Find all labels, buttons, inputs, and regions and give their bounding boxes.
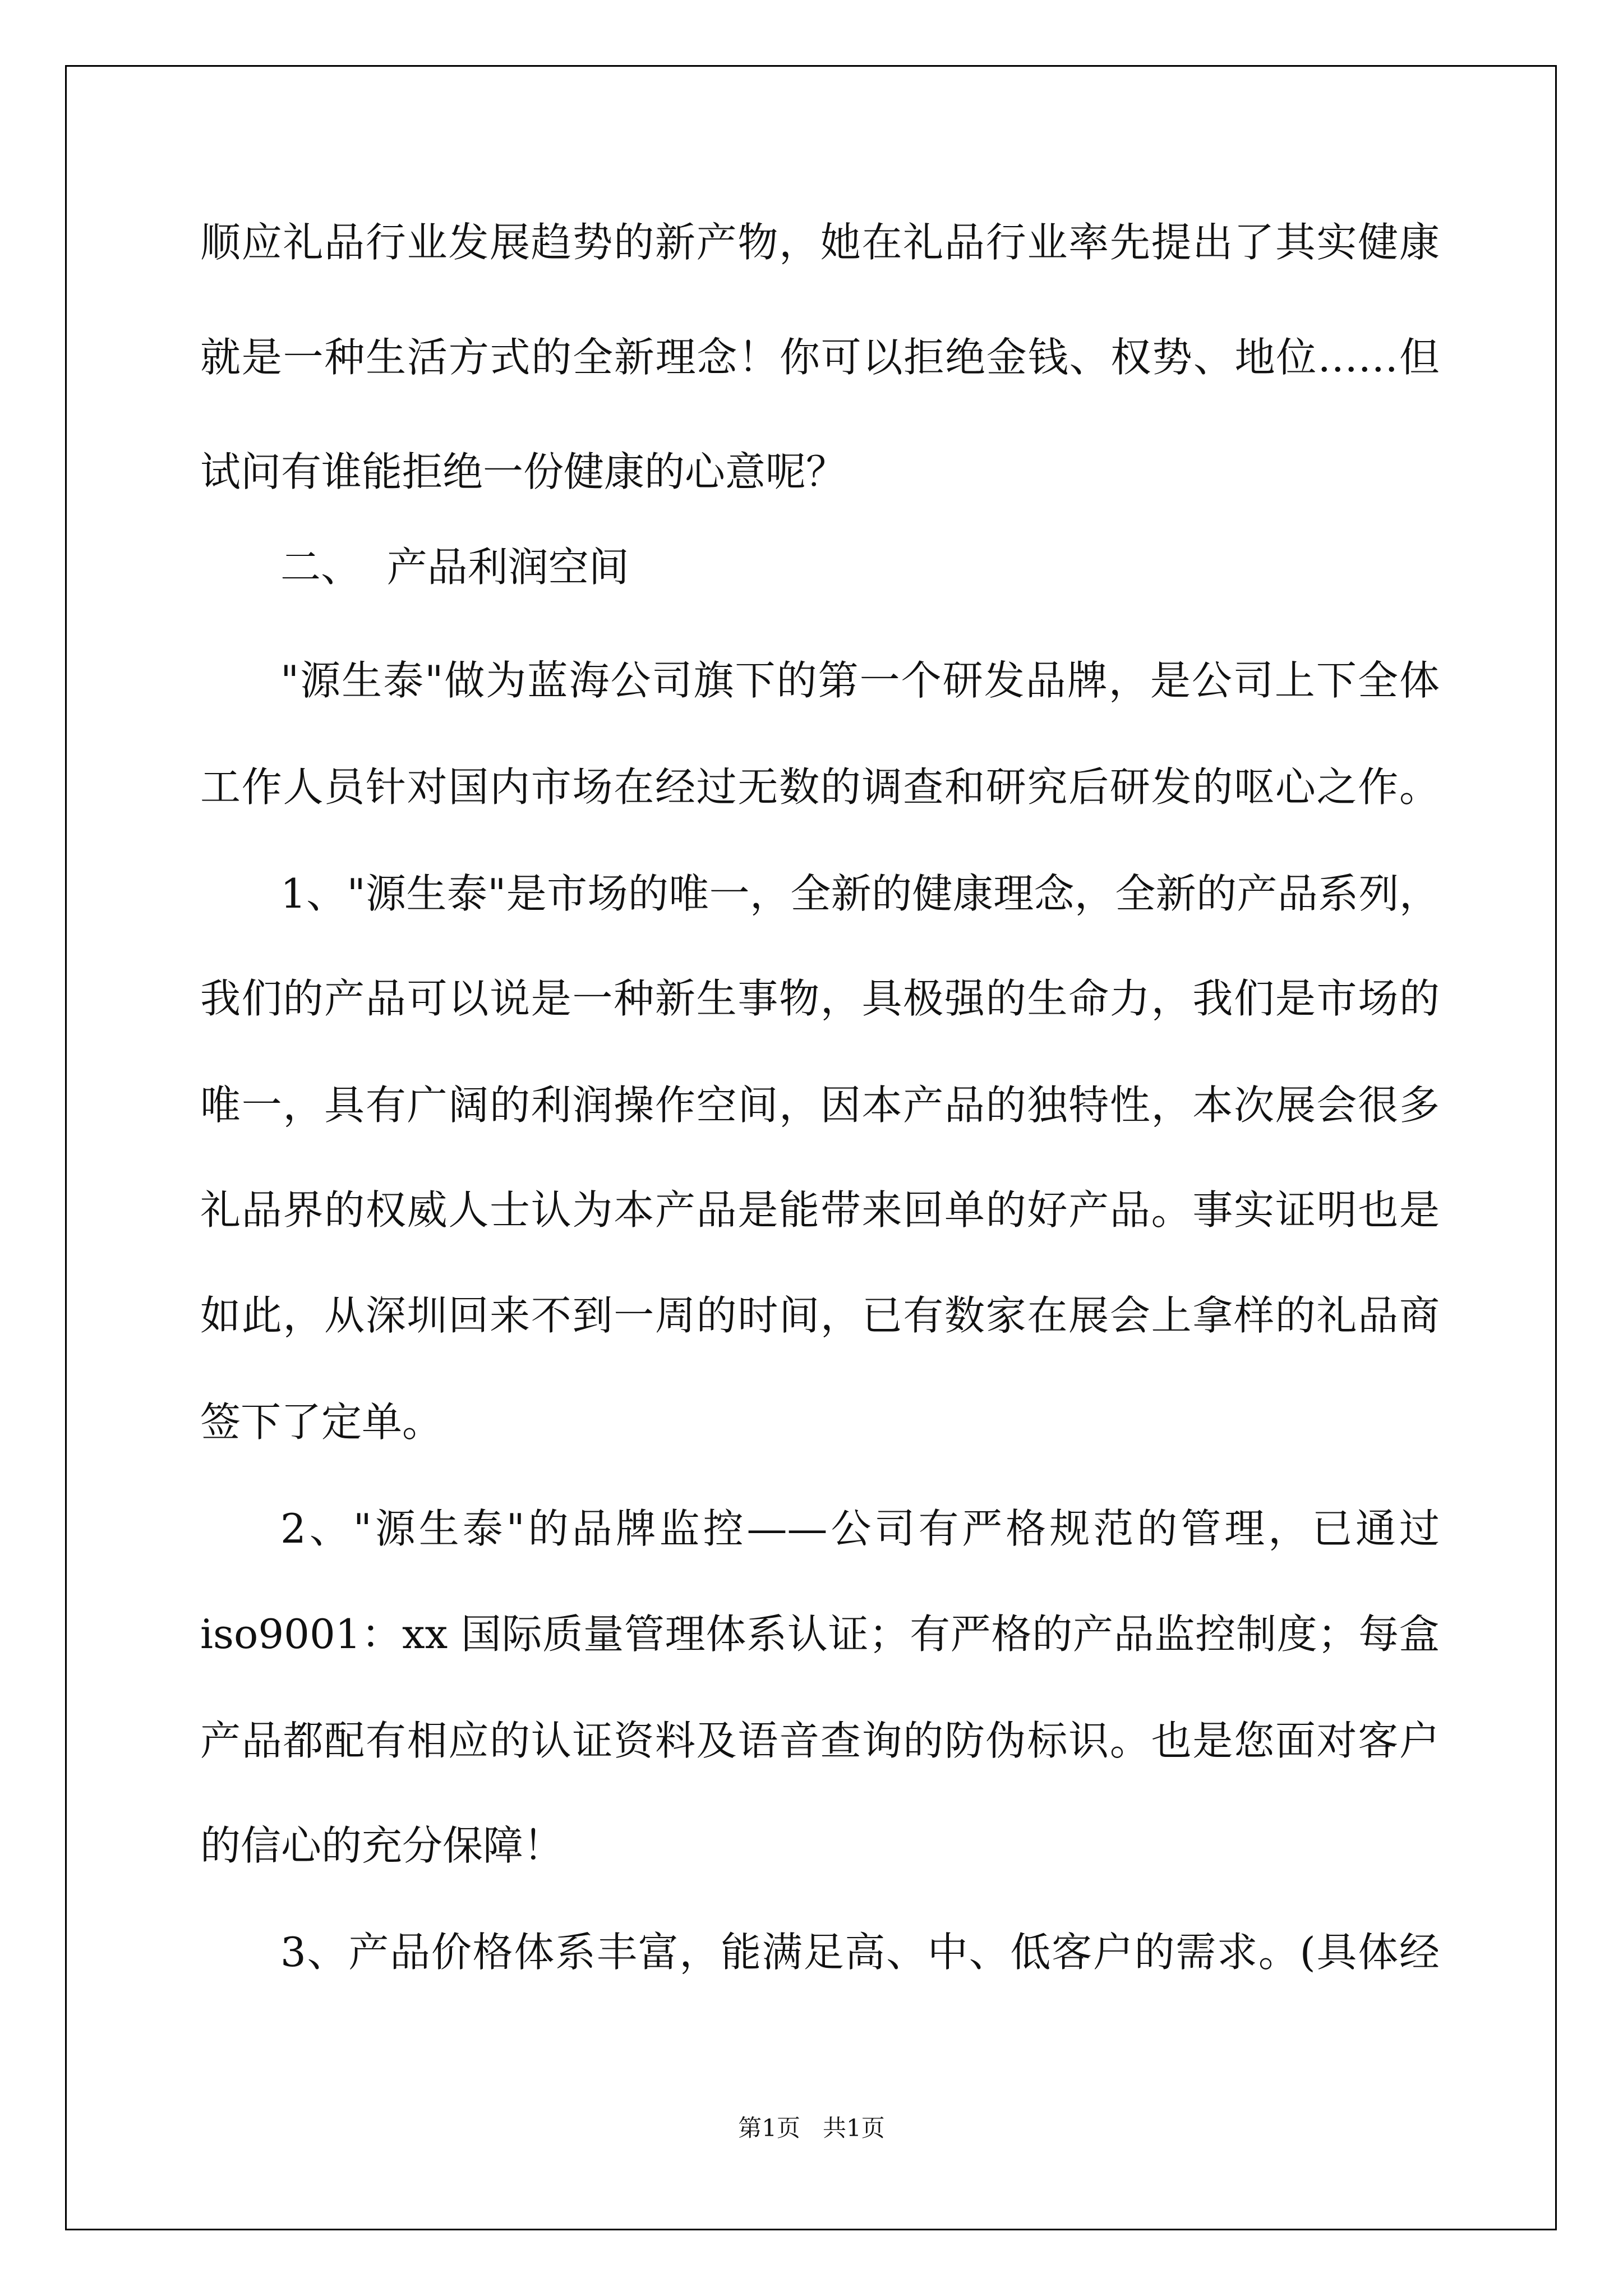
text-line: 就是一种生活方式的全新理念！你可以拒绝金钱、权势、地位……但 [200,334,1440,381]
text-line: 试问有谁能拒绝一份健康的心意呢？ [200,448,847,495]
text-line: 签下了定单。 [200,1398,443,1446]
text-line: 3、产品价格体系丰富，能满足高、中、低客户的需求。(具体经 [280,1929,1440,1976]
text-line: 礼品界的权威人士认为本产品是能带来回单的好产品。事实证明也是 [200,1186,1440,1234]
text-line: 的信心的充分保障！ [200,1822,564,1869]
page-footer: 第1页 共1页 [738,2114,885,2142]
text-line: 2、"源生泰"的品牌监控——公司有严格规范的管理，已通过 [280,1505,1440,1552]
text-line: 1、"源生泰"是市场的唯一，全新的健康理念，全新的产品系列， [280,870,1440,917]
section-heading: 二、 产品利润空间 [280,544,629,591]
text-line: 唯一，具有广阔的利润操作空间，因本产品的独特性，本次展会很多 [200,1082,1440,1129]
text-line: iso9001：xx 国际质量管理体系认证；有严格的产品监控制度；每盒 [200,1611,1440,1658]
text-line: 产品都配有相应的认证资料及语音查询的防伪标识。也是您面对客户 [200,1717,1440,1764]
text-line: 我们的产品可以说是一种新生事物，具极强的生命力，我们是市场的 [200,975,1440,1022]
text-line: 顺应礼品行业发展趋势的新产物，她在礼品行业率先提出了其实健康 [200,219,1440,266]
text-line: "源生泰"做为蓝海公司旗下的第一个研发品牌，是公司上下全体 [280,657,1440,704]
page-border [65,65,1557,2230]
text-line: 工作人员针对国内市场在经过无数的调查和研究后研发的呕心之作。 [200,763,1440,811]
text-line: 如此，从深圳回来不到一周的时间，已有数家在展会上拿样的礼品商 [200,1292,1440,1339]
